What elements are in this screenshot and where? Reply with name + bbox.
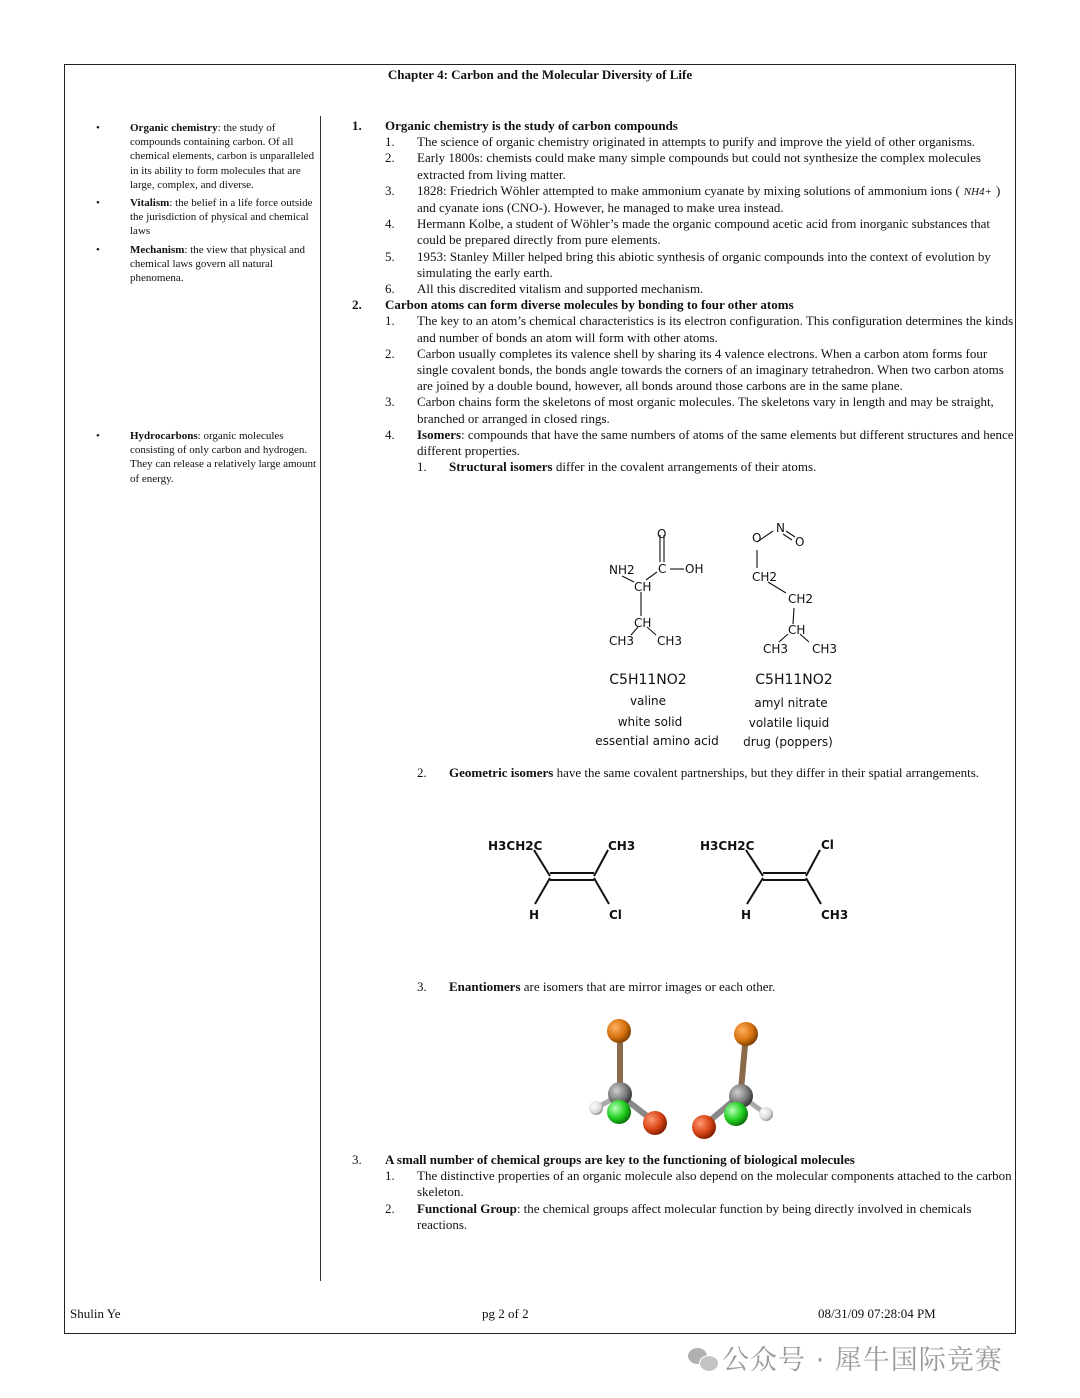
atom-label: OH xyxy=(685,562,704,576)
list-item xyxy=(385,183,1014,216)
item-text: 1828: Friedrich Wöhler attempted to make ammonium cyanate by mixing solutions of ammonium ions ( xyxy=(417,182,960,198)
item-text: 1953: Stanley Miller helped bring this abiotic synthesis of organic compounds into the context of evolution by simulating the early earth. xyxy=(417,248,991,280)
structural-isomers-figure xyxy=(590,518,850,754)
atom-label: CH3 xyxy=(657,634,683,648)
footer-author: Shulin Ye xyxy=(70,1306,121,1321)
item-number: 5. xyxy=(385,248,395,264)
item-text: Carbon usually completes its valence shell by sharing its 4 valence electrons. When a carbon atom forms four single covalent bonds, the bonds angle towards the corners of an imaginary tetrahedron. When two carbon atoms are joined by a double bound, however, all bonds around those carbons are in the same plane. xyxy=(417,345,1004,394)
hydrogen-atom xyxy=(759,1107,773,1121)
item-number: 3. xyxy=(385,182,395,198)
watermark-text: 公众号 · 犀牛国际竞赛 xyxy=(722,1345,1003,1376)
item-text: differ in the covalent arrangements of their atoms. xyxy=(552,459,817,475)
item-number: 1. xyxy=(385,1168,395,1184)
list-item xyxy=(385,134,1014,150)
list-item xyxy=(385,1168,1014,1200)
bullet: • xyxy=(96,243,100,256)
item-number: 6. xyxy=(385,281,395,297)
sidebar-definitions-lower xyxy=(96,429,318,490)
item-text: have the same covalent partnerships, but they differ in their spatial arrangements. xyxy=(553,765,980,780)
item-number: 1. xyxy=(385,313,395,329)
column-divider xyxy=(320,116,321,1281)
list-item xyxy=(385,313,1014,345)
item-text: Early 1800s: chemists could make many simple compounds but could not synthesize the complex molecules extracted from living matter. xyxy=(417,150,981,182)
atom-label: CH xyxy=(634,616,652,630)
item-text: The distinctive properties of an organic molecule also depend on the molecular components attached to the carbon skeleton. xyxy=(417,1168,1012,1200)
enantiomers-figure xyxy=(580,1010,780,1145)
group-label: H3CH2C xyxy=(700,839,755,853)
group-label: Cl xyxy=(821,838,834,852)
atom-label: CH3 xyxy=(609,634,635,648)
item-text: : compounds that have the same numbers of atoms of the same elements but different structures and hence different properties. xyxy=(417,426,1014,459)
sub-list-item xyxy=(417,765,1014,781)
enantiomers-item xyxy=(352,979,1014,995)
section-number: 2. xyxy=(352,297,362,313)
sub-list-item xyxy=(417,459,1014,475)
watermark xyxy=(688,1338,1003,1377)
item-text: : the chemical groups affect molecular function by being directly involved in chemicals reactions. xyxy=(417,1200,972,1232)
definition-organic-chemistry xyxy=(96,121,318,192)
atom-label: C xyxy=(658,562,667,576)
item-text: Carbon chains form the skeletons of most organic molecules. The skeletons vary in length and may be straight, branched or arranged in closed rings. xyxy=(417,394,994,426)
atom-label: CH2 xyxy=(752,570,778,584)
bromine-atom xyxy=(734,1022,758,1046)
page-title: Chapter 4: Carbon and the Molecular Diversity of Life xyxy=(387,67,693,82)
footer-timestamp: 08/31/09 07:28:04 PM xyxy=(818,1306,936,1321)
enantiomer-right xyxy=(692,1022,773,1139)
valine-state: white solid xyxy=(617,715,683,729)
atom-label: O xyxy=(795,535,805,549)
item-term: Structural isomers xyxy=(449,459,553,475)
item-term: Enantiomers xyxy=(449,979,521,994)
atom-label: O xyxy=(752,531,762,545)
section-2 xyxy=(352,297,1014,475)
sidebar-definitions xyxy=(96,121,318,289)
item-text: The key to an atom’s chemical characteristics is its electron configuration. This configuration determines the kinds and number of bonds an atom will form with other atoms. xyxy=(417,313,1014,345)
item-text: ) and cyanate ions (CNO-). However, he managed to make urea instead. xyxy=(417,182,1001,216)
item-number: 2. xyxy=(417,765,427,780)
footer-page-number: pg 2 of 2 xyxy=(482,1306,529,1321)
list-indent xyxy=(385,765,1014,781)
item-number: 2. xyxy=(385,1200,395,1216)
item-text: All this discredited vitalism and supported mechanism. xyxy=(417,281,704,297)
definition-term: Organic chemistry xyxy=(130,122,218,134)
item-term: Geometric isomers xyxy=(449,765,554,780)
list-item xyxy=(385,249,1014,281)
list-item xyxy=(385,346,1014,395)
item-text: are isomers that are mirror images or each other. xyxy=(520,979,776,994)
list-item xyxy=(385,1201,1014,1233)
main-outline xyxy=(352,118,1014,475)
bullet: • xyxy=(96,197,100,210)
item-number: 1. xyxy=(385,134,395,150)
item-number: 2. xyxy=(385,345,395,361)
item-number: 1. xyxy=(417,459,427,475)
section-heading: Organic chemistry is the study of carbon compounds xyxy=(385,118,678,133)
list-indent xyxy=(352,765,1014,781)
section-1 xyxy=(352,118,1014,297)
item-number: 2. xyxy=(385,150,395,166)
valine-note: essential amino acid xyxy=(595,734,719,748)
definition-mechanism xyxy=(96,243,318,286)
chlorine-atom xyxy=(607,1100,631,1124)
definition-text: : organic molecules consisting of only carbon and hydrogen. They can release a relatively large amount of energy. xyxy=(130,430,317,485)
section-heading: A small number of chemical groups are key to the functioning of biological molecules xyxy=(385,1152,855,1167)
group-label: Cl xyxy=(609,908,622,922)
atom-label: CH xyxy=(788,623,806,637)
list-item xyxy=(385,281,1014,297)
list-item xyxy=(385,427,1014,476)
valine-name: valine xyxy=(629,694,667,708)
definition-term: Vitalism xyxy=(130,197,170,210)
definition-text: : the belief in a life force outside the jurisdiction of physical and chemical laws xyxy=(130,197,313,238)
atom-label: N xyxy=(776,521,785,535)
definition-hydrocarbons xyxy=(96,429,318,486)
atom-label: CH3 xyxy=(812,642,838,656)
item-text: The science of organic chemistry originated in attempts to purify and improve the yield of other organisms. xyxy=(417,134,976,150)
item-term: Functional Group xyxy=(417,1200,517,1216)
definition-term: Hydrocarbons xyxy=(130,430,198,442)
item-term: Isomers xyxy=(417,426,462,442)
sub-list-item xyxy=(417,979,1014,995)
atom-label: O xyxy=(657,527,667,541)
oxygen-atom xyxy=(643,1111,667,1135)
definition-text: : the study of compounds containing carbon. Of all chemical elements, carbon is unparalleled in its ability to form molecules that are large, complex, and diverse. xyxy=(130,122,315,191)
definition-text: : the view that physical and chemical laws govern all natural phenomena. xyxy=(130,243,306,285)
bullet: • xyxy=(96,122,100,134)
list-item xyxy=(385,216,1014,248)
amyl-nitrate-state: volatile liquid xyxy=(748,716,830,730)
amyl-nitrate-formula: C5H11NO2 xyxy=(755,672,833,688)
group-label: H xyxy=(741,908,752,922)
chlorine-atom xyxy=(724,1102,748,1126)
item-text: Hermann Kolbe, a student of Wöhler’s made the organic compound acetic acid from inorganic substances that could be prepared directly from pure elements. xyxy=(417,216,991,248)
amyl-nitrate-note: drug (poppers) xyxy=(743,735,833,749)
bullet: • xyxy=(96,430,100,442)
list-indent xyxy=(385,979,1014,995)
item-number: 3. xyxy=(385,394,395,410)
enantiomer-left xyxy=(589,1019,667,1135)
item-number: 4. xyxy=(385,216,395,232)
atom-label: CH2 xyxy=(788,592,814,606)
list-item xyxy=(385,150,1014,182)
group-label: H3CH2C xyxy=(488,839,543,853)
ammonium-formula: NH4+ xyxy=(963,185,992,198)
atom-label: CH xyxy=(634,580,652,594)
section-heading: Carbon atoms can form diverse molecules by bonding to four other atoms xyxy=(385,297,794,313)
valine-formula: C5H11NO2 xyxy=(609,672,687,688)
atom-label: CH3 xyxy=(763,642,789,656)
section-3-container xyxy=(352,1152,1014,1233)
section-3 xyxy=(352,1152,1014,1233)
group-label: CH3 xyxy=(821,908,849,922)
amyl-nitrate-name: amyl nitrate xyxy=(754,696,828,710)
group-label: CH3 xyxy=(608,839,636,853)
list-item xyxy=(385,394,1014,426)
item-number: 3. xyxy=(417,979,427,994)
section-number: 1. xyxy=(352,118,362,133)
group-label: H xyxy=(529,908,540,922)
definition-term: Mechanism xyxy=(130,243,185,256)
hydrogen-atom xyxy=(589,1101,603,1115)
list-indent xyxy=(352,979,1014,995)
geometric-isomers-figure xyxy=(480,830,860,930)
definition-vitalism xyxy=(96,196,318,239)
item-number: 4. xyxy=(385,426,395,442)
geometric-isomers-item xyxy=(352,765,1014,781)
atom-label: NH2 xyxy=(609,563,635,577)
oxygen-atom xyxy=(692,1115,716,1139)
wechat-icon xyxy=(688,1348,718,1372)
section-number: 3. xyxy=(352,1152,362,1167)
bromine-atom xyxy=(607,1019,631,1043)
